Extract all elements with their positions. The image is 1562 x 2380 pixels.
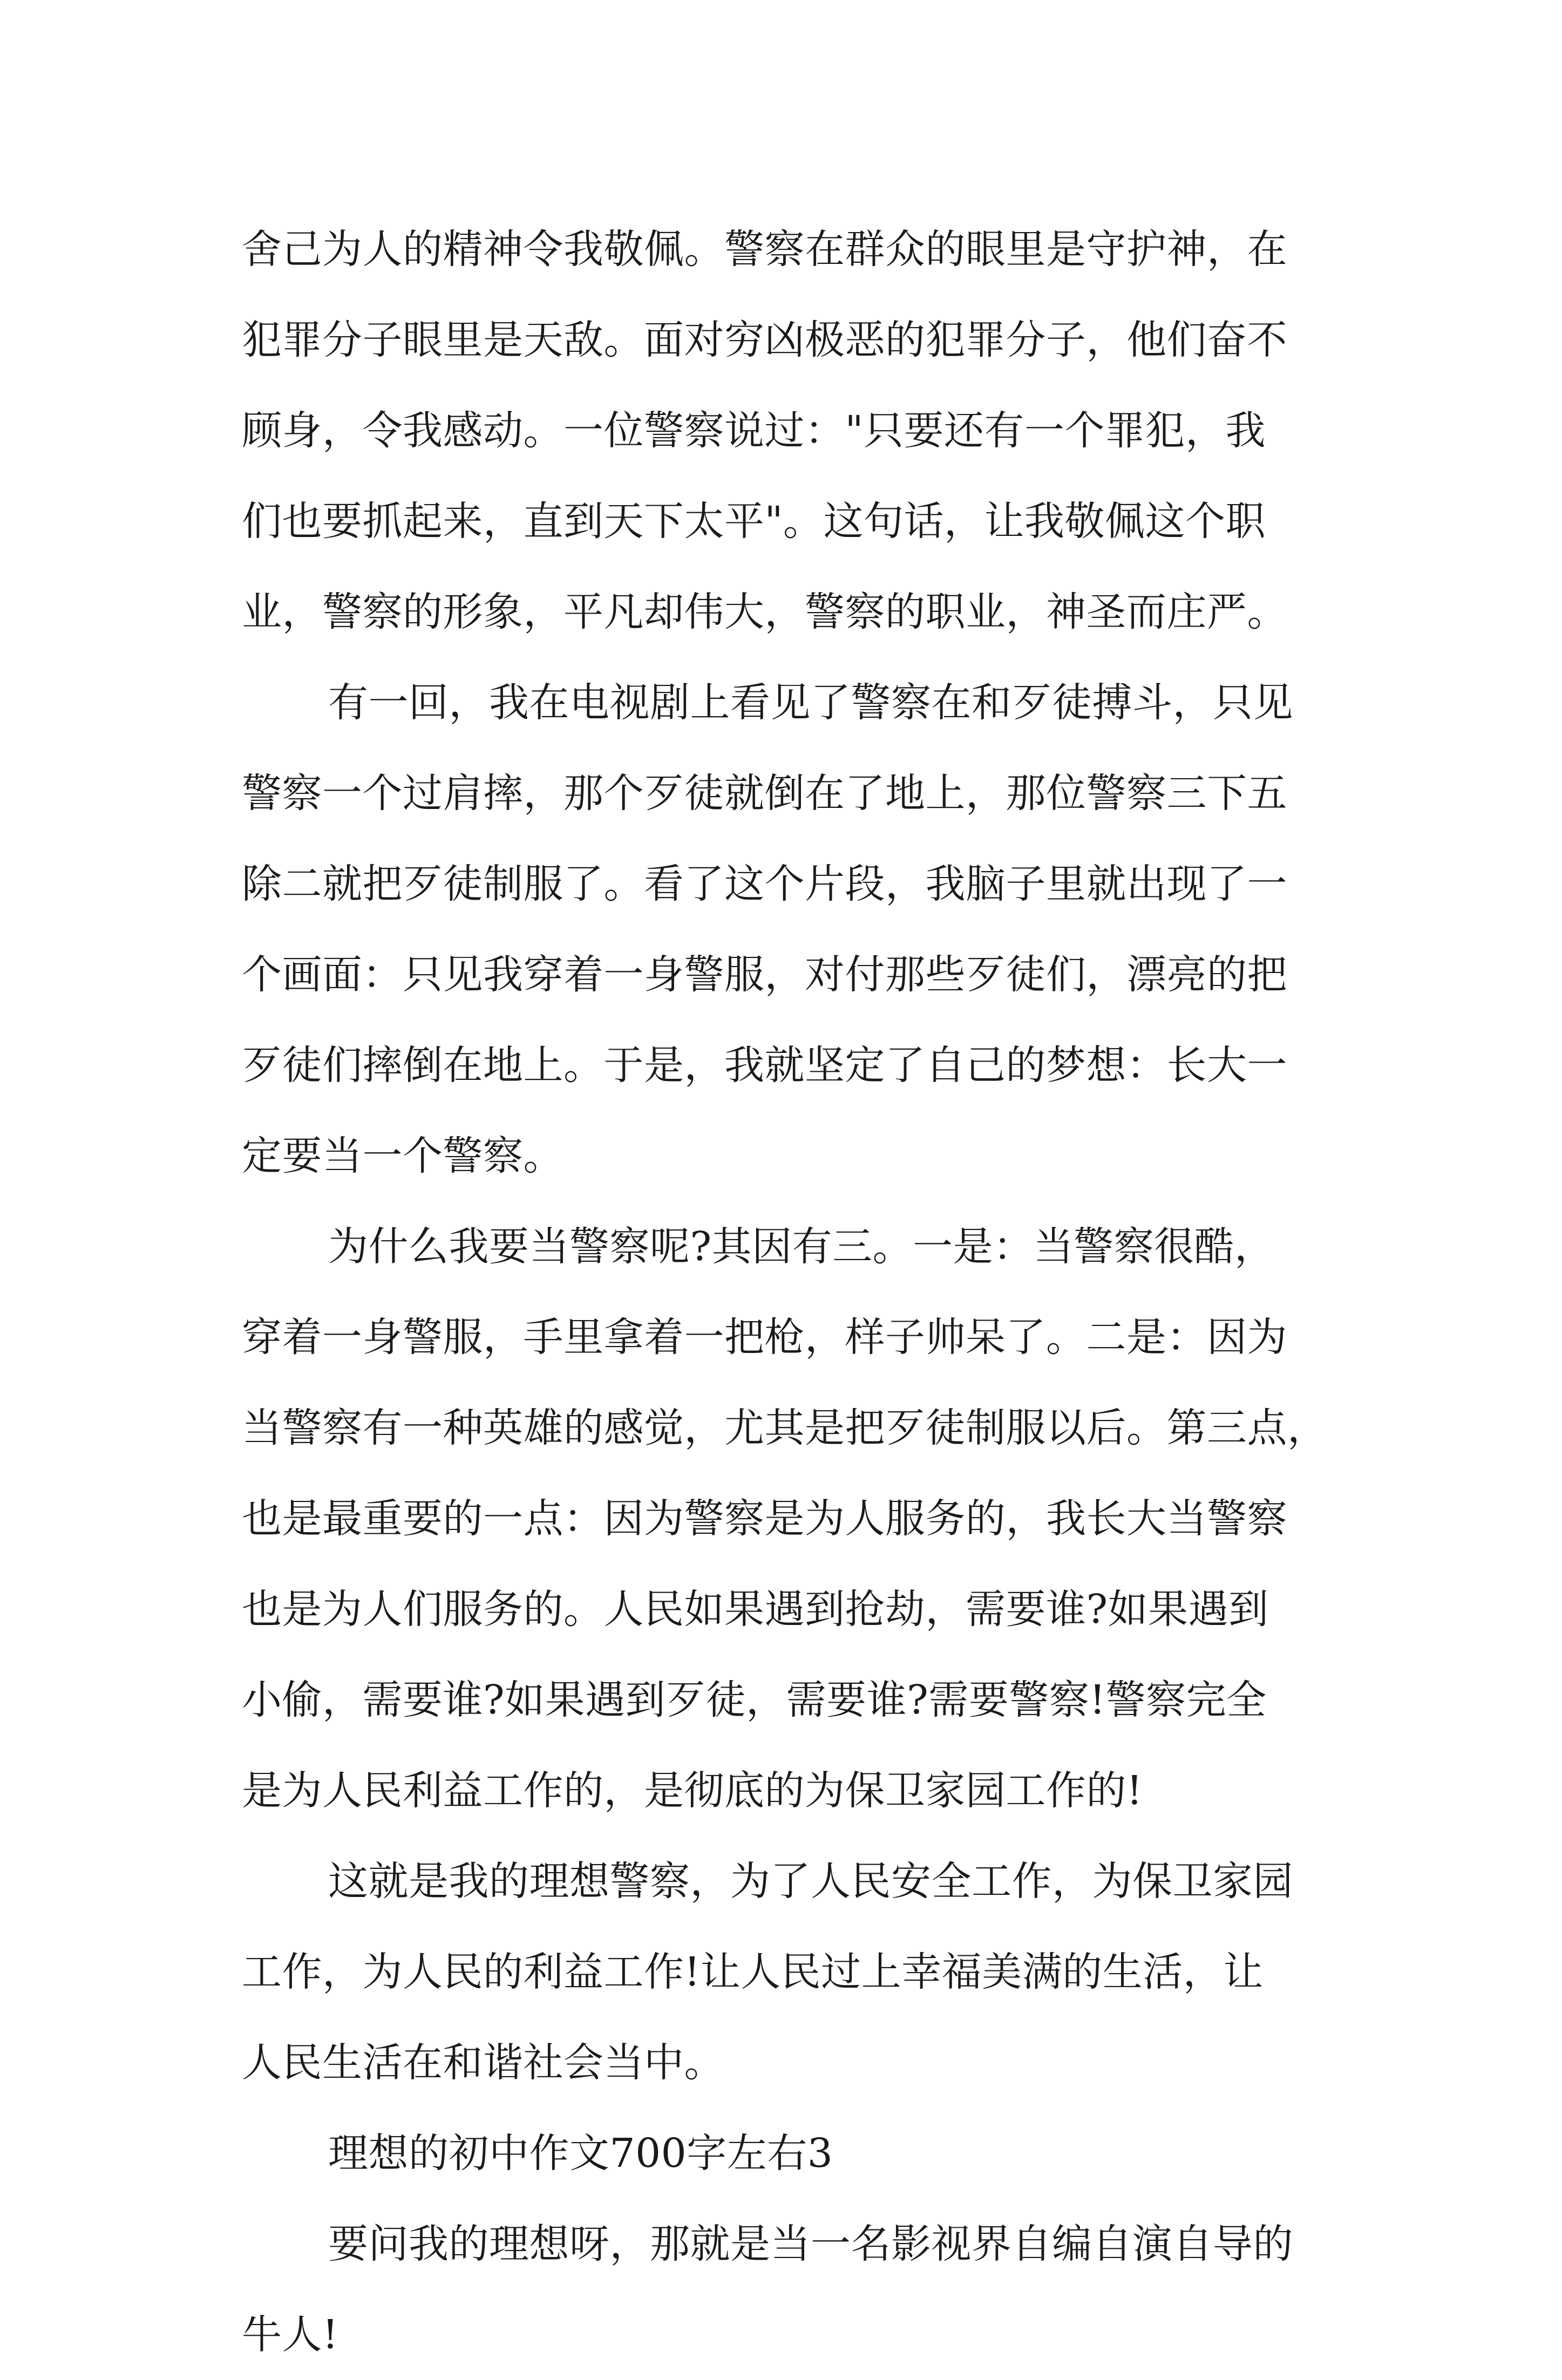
text-line: 舍己为人的精神令我敬佩。警察在群众的眼里是守护神，在 xyxy=(242,226,1287,273)
text-line: 顾身，令我感动。一位警察说过："只要还有一个罪犯，我 xyxy=(242,407,1266,454)
text-line: 业，警察的形象，平凡却伟大，警察的职业，神圣而庄严。 xyxy=(242,589,1287,635)
text-line: 们也要抓起来，直到天下太平"。这句话，让我敬佩这个职 xyxy=(242,498,1266,545)
text-line: 小偷，需要谁?如果遇到歹徒，需要谁?需要警察!警察完全 xyxy=(242,1677,1267,1723)
text-line: 当警察有一种英雄的感觉，尤其是把歹徒制服以后。第三点， xyxy=(242,1405,1328,1451)
text-line: 除二就把歹徒制服了。看了这个片段，我脑子里就出现了一 xyxy=(242,861,1287,907)
paragraph-first-line: 为什么我要当警察呢?其因有三。一是：当警察很酷， xyxy=(328,1223,1275,1270)
text-line: 也是为人们服务的。人民如果遇到抢劫，需要谁?如果遇到 xyxy=(242,1586,1269,1633)
paragraph-first-line: 这就是我的理想警察，为了人民安全工作，为保卫家园 xyxy=(328,1858,1293,1905)
paragraph-first-line: 有一回，我在电视剧上看见了警察在和歹徒搏斗，只见 xyxy=(328,679,1293,726)
document-body xyxy=(242,204,1343,2380)
text-line: 牛人! xyxy=(242,2311,339,2358)
text-line: 也是最重要的一点：因为警察是为人服务的，我长大当警察 xyxy=(242,1495,1287,1542)
text-line: 穿着一身警服，手里拿着一把枪，样子帅呆了。二是：因为 xyxy=(242,1314,1287,1361)
section-heading: 理想的初中作文700字左右3 xyxy=(328,2130,833,2177)
text-line: 工作，为人民的利益工作!让人民过上幸福美满的生活，让 xyxy=(242,1949,1264,1995)
text-line: 歹徒们摔倒在地上。于是，我就坚定了自己的梦想：长大一 xyxy=(242,1042,1287,1089)
text-line: 个画面：只见我穿着一身警服，对付那些歹徒们，漂亮的把 xyxy=(242,951,1287,998)
paragraph-first-line: 要问我的理想呀，那就是当一名影视界自编自演自导的 xyxy=(328,2221,1293,2267)
text-line: 定要当一个警察。 xyxy=(242,1133,563,1179)
text-line: 犯罪分子眼里是天敌。面对穷凶极恶的犯罪分子，他们奋不 xyxy=(242,317,1287,363)
text-line: 是为人民利益工作的，是彻底的为保卫家园工作的! xyxy=(242,1767,1143,1814)
text-line: 警察一个过肩摔，那个歹徒就倒在了地上，那位警察三下五 xyxy=(242,770,1287,817)
text-line: 人民生活在和谐社会当中。 xyxy=(242,2039,724,2086)
